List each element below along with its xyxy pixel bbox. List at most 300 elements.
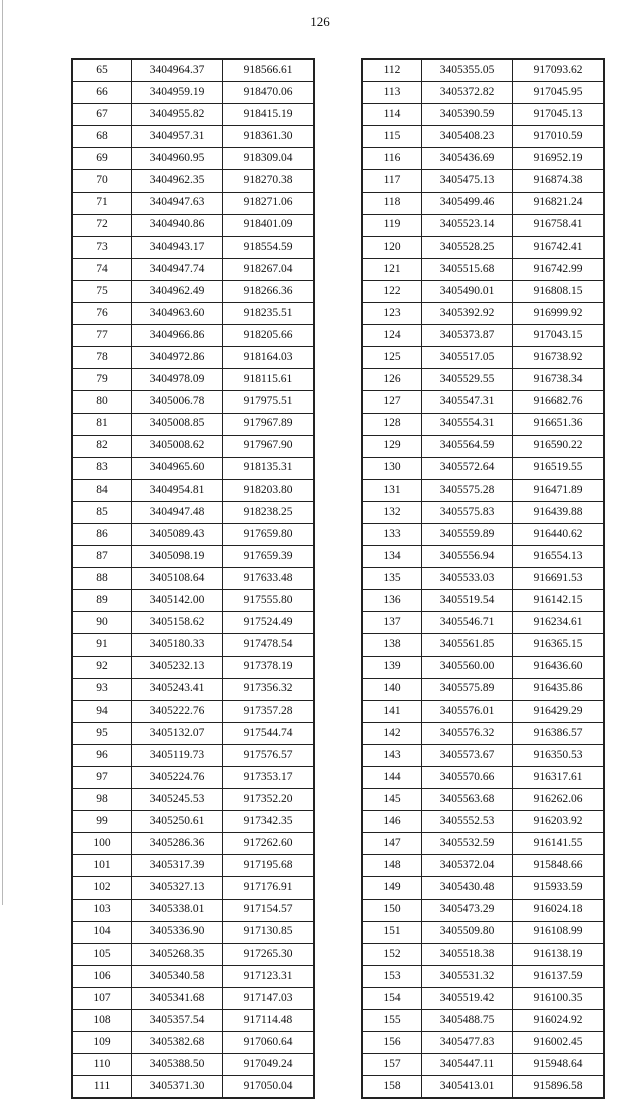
x-coordinate-cell: 3405132.07 <box>132 722 223 744</box>
y-coordinate-cell: 917265.30 <box>223 943 315 965</box>
x-coordinate-cell: 3405232.13 <box>132 656 223 678</box>
x-coordinate-cell: 3404972.86 <box>132 347 223 369</box>
table-row <box>362 479 604 501</box>
y-coordinate-cell: 916742.41 <box>513 236 605 258</box>
point-number-cell: 84 <box>72 479 132 501</box>
x-coordinate-cell: 3405519.54 <box>422 590 513 612</box>
y-coordinate-cell: 917176.91 <box>223 877 315 899</box>
y-coordinate-cell: 916651.36 <box>513 413 605 435</box>
point-number-cell: 133 <box>362 523 422 545</box>
x-coordinate-cell: 3405576.32 <box>422 722 513 744</box>
y-coordinate-cell: 916203.92 <box>513 811 605 833</box>
page-edge-line <box>2 0 3 905</box>
point-number-cell: 154 <box>362 987 422 1009</box>
x-coordinate-cell: 3405490.01 <box>422 280 513 302</box>
y-coordinate-cell: 917524.49 <box>223 612 315 634</box>
x-coordinate-cell: 3405560.00 <box>422 656 513 678</box>
point-number-cell: 138 <box>362 634 422 656</box>
point-number-cell: 86 <box>72 523 132 545</box>
point-number-cell: 107 <box>72 987 132 1009</box>
table-row <box>362 126 604 148</box>
point-number-cell: 70 <box>72 170 132 192</box>
x-coordinate-cell: 3405564.59 <box>422 435 513 457</box>
table-row <box>72 943 314 965</box>
y-coordinate-cell: 915933.59 <box>513 877 605 899</box>
table-row <box>362 325 604 347</box>
table-row <box>72 347 314 369</box>
point-number-cell: 68 <box>72 126 132 148</box>
y-coordinate-cell: 917356.32 <box>223 678 315 700</box>
x-coordinate-cell: 3405572.64 <box>422 457 513 479</box>
y-coordinate-cell: 918566.61 <box>223 59 315 82</box>
table-row <box>362 634 604 656</box>
point-number-cell: 66 <box>72 82 132 104</box>
table-row <box>72 546 314 568</box>
point-number-cell: 88 <box>72 568 132 590</box>
table-row <box>362 148 604 170</box>
y-coordinate-cell: 916758.41 <box>513 214 605 236</box>
table-row <box>362 501 604 523</box>
table-row <box>72 192 314 214</box>
table-row <box>72 767 314 789</box>
x-coordinate-cell: 3404943.17 <box>132 236 223 258</box>
x-coordinate-cell: 3405089.43 <box>132 523 223 545</box>
table-row <box>72 568 314 590</box>
y-coordinate-cell: 918115.61 <box>223 369 315 391</box>
point-number-cell: 148 <box>362 855 422 877</box>
y-coordinate-cell: 916100.35 <box>513 987 605 1009</box>
table-row <box>362 214 604 236</box>
x-coordinate-cell: 3405268.35 <box>132 943 223 965</box>
table-row <box>72 303 314 325</box>
x-coordinate-cell: 3405371.30 <box>132 1076 223 1099</box>
point-number-cell: 139 <box>362 656 422 678</box>
y-coordinate-cell: 916738.34 <box>513 369 605 391</box>
y-coordinate-cell: 917342.35 <box>223 811 315 833</box>
point-number-cell: 80 <box>72 391 132 413</box>
point-number-cell: 102 <box>72 877 132 899</box>
table-row <box>362 568 604 590</box>
table-row <box>362 391 604 413</box>
x-coordinate-cell: 3405499.46 <box>422 192 513 214</box>
x-coordinate-cell: 3405515.68 <box>422 258 513 280</box>
point-number-cell: 149 <box>362 877 422 899</box>
table-row <box>72 501 314 523</box>
y-coordinate-cell: 917975.51 <box>223 391 315 413</box>
point-number-cell: 113 <box>362 82 422 104</box>
y-coordinate-cell: 917060.64 <box>223 1032 315 1054</box>
y-coordinate-cell: 918415.19 <box>223 104 315 126</box>
table-row <box>72 325 314 347</box>
y-coordinate-cell: 917043.15 <box>513 325 605 347</box>
table-row <box>72 104 314 126</box>
point-number-cell: 106 <box>72 965 132 987</box>
table-row <box>362 457 604 479</box>
x-coordinate-cell: 3404954.81 <box>132 479 223 501</box>
x-coordinate-cell: 3405576.01 <box>422 700 513 722</box>
x-coordinate-cell: 3405575.28 <box>422 479 513 501</box>
table-row <box>72 744 314 766</box>
point-number-cell: 90 <box>72 612 132 634</box>
table-row <box>72 590 314 612</box>
coordinates-table-right <box>361 58 605 1099</box>
table-row <box>362 744 604 766</box>
x-coordinate-cell: 3405224.76 <box>132 767 223 789</box>
table-row <box>362 921 604 943</box>
y-coordinate-cell: 917353.17 <box>223 767 315 789</box>
y-coordinate-cell: 917659.80 <box>223 523 315 545</box>
x-coordinate-cell: 3405575.83 <box>422 501 513 523</box>
x-coordinate-cell: 3405108.64 <box>132 568 223 590</box>
y-coordinate-cell: 917045.95 <box>513 82 605 104</box>
y-coordinate-cell: 916386.57 <box>513 722 605 744</box>
x-coordinate-cell: 3405523.14 <box>422 214 513 236</box>
y-coordinate-cell: 917050.04 <box>223 1076 315 1099</box>
x-coordinate-cell: 3404959.19 <box>132 82 223 104</box>
point-number-cell: 110 <box>72 1054 132 1076</box>
y-coordinate-cell: 918470.06 <box>223 82 315 104</box>
x-coordinate-cell: 3404955.82 <box>132 104 223 126</box>
point-number-cell: 127 <box>362 391 422 413</box>
point-number-cell: 93 <box>72 678 132 700</box>
table-row <box>362 369 604 391</box>
table-row <box>362 192 604 214</box>
y-coordinate-cell: 917262.60 <box>223 833 315 855</box>
point-number-cell: 85 <box>72 501 132 523</box>
y-coordinate-cell: 918401.09 <box>223 214 315 236</box>
table-row <box>72 170 314 192</box>
x-coordinate-cell: 3404962.35 <box>132 170 223 192</box>
point-number-cell: 132 <box>362 501 422 523</box>
y-coordinate-cell: 916821.24 <box>513 192 605 214</box>
x-coordinate-cell: 3405529.55 <box>422 369 513 391</box>
y-coordinate-cell: 917045.13 <box>513 104 605 126</box>
y-coordinate-cell: 917378.19 <box>223 656 315 678</box>
table-row <box>72 855 314 877</box>
point-number-cell: 156 <box>362 1032 422 1054</box>
x-coordinate-cell: 3405532.59 <box>422 833 513 855</box>
y-coordinate-cell: 918267.04 <box>223 258 315 280</box>
table-row <box>72 369 314 391</box>
point-number-cell: 109 <box>72 1032 132 1054</box>
y-coordinate-cell: 916436.60 <box>513 656 605 678</box>
page-number: 126 <box>310 14 330 29</box>
x-coordinate-cell: 3405341.68 <box>132 987 223 1009</box>
table-row <box>72 1054 314 1076</box>
point-number-cell: 77 <box>72 325 132 347</box>
point-number-cell: 122 <box>362 280 422 302</box>
point-number-cell: 150 <box>362 899 422 921</box>
y-coordinate-cell: 917576.57 <box>223 744 315 766</box>
y-coordinate-cell: 918205.66 <box>223 325 315 347</box>
x-coordinate-cell: 3405436.69 <box>422 148 513 170</box>
y-coordinate-cell: 917049.24 <box>223 1054 315 1076</box>
table-row <box>362 789 604 811</box>
table-row <box>72 656 314 678</box>
point-number-cell: 143 <box>362 744 422 766</box>
point-number-cell: 98 <box>72 789 132 811</box>
point-number-cell: 73 <box>72 236 132 258</box>
y-coordinate-cell: 916002.45 <box>513 1032 605 1054</box>
x-coordinate-cell: 3405372.82 <box>422 82 513 104</box>
table-row <box>72 965 314 987</box>
y-coordinate-cell: 918361.30 <box>223 126 315 148</box>
table-row <box>72 700 314 722</box>
y-coordinate-cell: 916024.92 <box>513 1010 605 1032</box>
x-coordinate-cell: 3405180.33 <box>132 634 223 656</box>
y-coordinate-cell: 916440.62 <box>513 523 605 545</box>
point-number-cell: 74 <box>72 258 132 280</box>
x-coordinate-cell: 3404947.63 <box>132 192 223 214</box>
x-coordinate-cell: 3405286.36 <box>132 833 223 855</box>
table-row <box>72 148 314 170</box>
table-row <box>72 612 314 634</box>
table-row <box>362 700 604 722</box>
table-row <box>362 303 604 325</box>
y-coordinate-cell: 916317.61 <box>513 767 605 789</box>
x-coordinate-cell: 3405008.85 <box>132 413 223 435</box>
table-row <box>362 435 604 457</box>
x-coordinate-cell: 3404978.09 <box>132 369 223 391</box>
point-number-cell: 137 <box>362 612 422 634</box>
point-number-cell: 97 <box>72 767 132 789</box>
table-row <box>362 258 604 280</box>
x-coordinate-cell: 3404947.48 <box>132 501 223 523</box>
point-number-cell: 147 <box>362 833 422 855</box>
point-number-cell: 95 <box>72 722 132 744</box>
y-coordinate-cell: 917010.59 <box>513 126 605 148</box>
point-number-cell: 103 <box>72 899 132 921</box>
table-row <box>72 899 314 921</box>
table-row <box>72 479 314 501</box>
y-coordinate-cell: 916471.89 <box>513 479 605 501</box>
table-row <box>362 413 604 435</box>
point-number-cell: 129 <box>362 435 422 457</box>
point-number-cell: 96 <box>72 744 132 766</box>
table-row <box>72 435 314 457</box>
table-row <box>362 1054 604 1076</box>
table-row <box>72 833 314 855</box>
table-row <box>362 1010 604 1032</box>
x-coordinate-cell: 3405554.31 <box>422 413 513 435</box>
table-row <box>362 656 604 678</box>
point-number-cell: 135 <box>362 568 422 590</box>
y-coordinate-cell: 918238.25 <box>223 501 315 523</box>
x-coordinate-cell: 3405509.80 <box>422 921 513 943</box>
point-number-cell: 145 <box>362 789 422 811</box>
table-row <box>362 546 604 568</box>
point-number-cell: 92 <box>72 656 132 678</box>
x-coordinate-cell: 3405561.85 <box>422 634 513 656</box>
x-coordinate-cell: 3405098.19 <box>132 546 223 568</box>
x-coordinate-cell: 3405546.71 <box>422 612 513 634</box>
table-row <box>362 236 604 258</box>
y-coordinate-cell: 917555.80 <box>223 590 315 612</box>
point-number-cell: 72 <box>72 214 132 236</box>
point-number-cell: 91 <box>72 634 132 656</box>
x-coordinate-cell: 3404965.60 <box>132 457 223 479</box>
point-number-cell: 65 <box>72 59 132 82</box>
y-coordinate-cell: 916738.92 <box>513 347 605 369</box>
point-number-cell: 155 <box>362 1010 422 1032</box>
y-coordinate-cell: 916429.29 <box>513 700 605 722</box>
y-coordinate-cell: 916141.55 <box>513 833 605 855</box>
table-row <box>362 280 604 302</box>
x-coordinate-cell: 3405413.01 <box>422 1076 513 1099</box>
x-coordinate-cell: 3405547.31 <box>422 391 513 413</box>
table-row <box>72 413 314 435</box>
x-coordinate-cell: 3405243.41 <box>132 678 223 700</box>
point-number-cell: 136 <box>362 590 422 612</box>
table-row <box>362 1076 604 1099</box>
point-number-cell: 124 <box>362 325 422 347</box>
x-coordinate-cell: 3405518.38 <box>422 943 513 965</box>
point-number-cell: 130 <box>362 457 422 479</box>
x-coordinate-cell: 3405373.87 <box>422 325 513 347</box>
point-number-cell: 118 <box>362 192 422 214</box>
table-row <box>362 722 604 744</box>
y-coordinate-cell: 917967.89 <box>223 413 315 435</box>
point-number-cell: 111 <box>72 1076 132 1099</box>
x-coordinate-cell: 3404966.86 <box>132 325 223 347</box>
x-coordinate-cell: 3405488.75 <box>422 1010 513 1032</box>
y-coordinate-cell: 916554.13 <box>513 546 605 568</box>
point-number-cell: 94 <box>72 700 132 722</box>
x-coordinate-cell: 3405390.59 <box>422 104 513 126</box>
table-row <box>72 1032 314 1054</box>
point-number-cell: 126 <box>362 369 422 391</box>
point-number-cell: 144 <box>362 767 422 789</box>
point-number-cell: 89 <box>72 590 132 612</box>
y-coordinate-cell: 916262.06 <box>513 789 605 811</box>
point-number-cell: 134 <box>362 546 422 568</box>
table-row <box>72 877 314 899</box>
x-coordinate-cell: 3405372.04 <box>422 855 513 877</box>
y-coordinate-cell: 917478.54 <box>223 634 315 656</box>
point-number-cell: 67 <box>72 104 132 126</box>
y-coordinate-cell: 918271.06 <box>223 192 315 214</box>
y-coordinate-cell: 915848.66 <box>513 855 605 877</box>
y-coordinate-cell: 916142.15 <box>513 590 605 612</box>
y-coordinate-cell: 918554.59 <box>223 236 315 258</box>
table-row <box>362 104 604 126</box>
x-coordinate-cell: 3404947.74 <box>132 258 223 280</box>
table-row <box>72 126 314 148</box>
point-number-cell: 116 <box>362 148 422 170</box>
table-row <box>72 280 314 302</box>
table-row <box>362 82 604 104</box>
point-number-cell: 101 <box>72 855 132 877</box>
table-row <box>72 987 314 1009</box>
x-coordinate-cell: 3404957.31 <box>132 126 223 148</box>
table-row <box>72 457 314 479</box>
point-number-cell: 125 <box>362 347 422 369</box>
table-row <box>72 789 314 811</box>
point-number-cell: 153 <box>362 965 422 987</box>
x-coordinate-cell: 3405245.53 <box>132 789 223 811</box>
y-coordinate-cell: 916682.76 <box>513 391 605 413</box>
y-coordinate-cell: 916350.53 <box>513 744 605 766</box>
x-coordinate-cell: 3405477.83 <box>422 1032 513 1054</box>
table-row <box>362 855 604 877</box>
point-number-cell: 100 <box>72 833 132 855</box>
point-number-cell: 140 <box>362 678 422 700</box>
y-coordinate-cell: 916952.19 <box>513 148 605 170</box>
point-number-cell: 104 <box>72 921 132 943</box>
x-coordinate-cell: 3405355.05 <box>422 59 513 82</box>
point-number-cell: 108 <box>72 1010 132 1032</box>
x-coordinate-cell: 3405552.53 <box>422 811 513 833</box>
table-row <box>362 767 604 789</box>
point-number-cell: 79 <box>72 369 132 391</box>
y-coordinate-cell: 916108.99 <box>513 921 605 943</box>
x-coordinate-cell: 3405473.29 <box>422 899 513 921</box>
point-number-cell: 119 <box>362 214 422 236</box>
x-coordinate-cell: 3405575.89 <box>422 678 513 700</box>
y-coordinate-cell: 916439.88 <box>513 501 605 523</box>
y-coordinate-cell: 918309.04 <box>223 148 315 170</box>
table-row <box>362 678 604 700</box>
y-coordinate-cell: 917195.68 <box>223 855 315 877</box>
table-body-left <box>72 59 314 1098</box>
table-row <box>362 590 604 612</box>
x-coordinate-cell: 3404962.49 <box>132 280 223 302</box>
y-coordinate-cell: 916435.86 <box>513 678 605 700</box>
y-coordinate-cell: 915896.58 <box>513 1076 605 1099</box>
x-coordinate-cell: 3405336.90 <box>132 921 223 943</box>
x-coordinate-cell: 3405573.67 <box>422 744 513 766</box>
x-coordinate-cell: 3405519.42 <box>422 987 513 1009</box>
table-row <box>72 82 314 104</box>
x-coordinate-cell: 3405142.00 <box>132 590 223 612</box>
y-coordinate-cell: 918235.51 <box>223 303 315 325</box>
y-coordinate-cell: 916234.61 <box>513 612 605 634</box>
x-coordinate-cell: 3405570.66 <box>422 767 513 789</box>
point-number-cell: 117 <box>362 170 422 192</box>
point-number-cell: 128 <box>362 413 422 435</box>
x-coordinate-cell: 3405382.68 <box>132 1032 223 1054</box>
y-coordinate-cell: 917147.03 <box>223 987 315 1009</box>
y-coordinate-cell: 917544.74 <box>223 722 315 744</box>
table-row <box>72 523 314 545</box>
x-coordinate-cell: 3405119.73 <box>132 744 223 766</box>
y-coordinate-cell: 917154.57 <box>223 899 315 921</box>
table-row <box>362 1032 604 1054</box>
x-coordinate-cell: 3405563.68 <box>422 789 513 811</box>
table-row <box>72 236 314 258</box>
point-number-cell: 83 <box>72 457 132 479</box>
x-coordinate-cell: 3405559.89 <box>422 523 513 545</box>
x-coordinate-cell: 3405528.25 <box>422 236 513 258</box>
y-coordinate-cell: 918164.03 <box>223 347 315 369</box>
x-coordinate-cell: 3405338.01 <box>132 899 223 921</box>
x-coordinate-cell: 3405317.39 <box>132 855 223 877</box>
coordinates-table-left <box>71 58 315 1099</box>
table-row <box>362 965 604 987</box>
point-number-cell: 158 <box>362 1076 422 1099</box>
x-coordinate-cell: 3405517.05 <box>422 347 513 369</box>
y-coordinate-cell: 917659.39 <box>223 546 315 568</box>
table-row <box>362 943 604 965</box>
table-row <box>362 612 604 634</box>
table-row <box>362 899 604 921</box>
x-coordinate-cell: 3404963.60 <box>132 303 223 325</box>
x-coordinate-cell: 3404960.95 <box>132 148 223 170</box>
y-coordinate-cell: 916365.15 <box>513 634 605 656</box>
table-row <box>362 877 604 899</box>
table-row <box>72 59 314 82</box>
x-coordinate-cell: 3405392.92 <box>422 303 513 325</box>
